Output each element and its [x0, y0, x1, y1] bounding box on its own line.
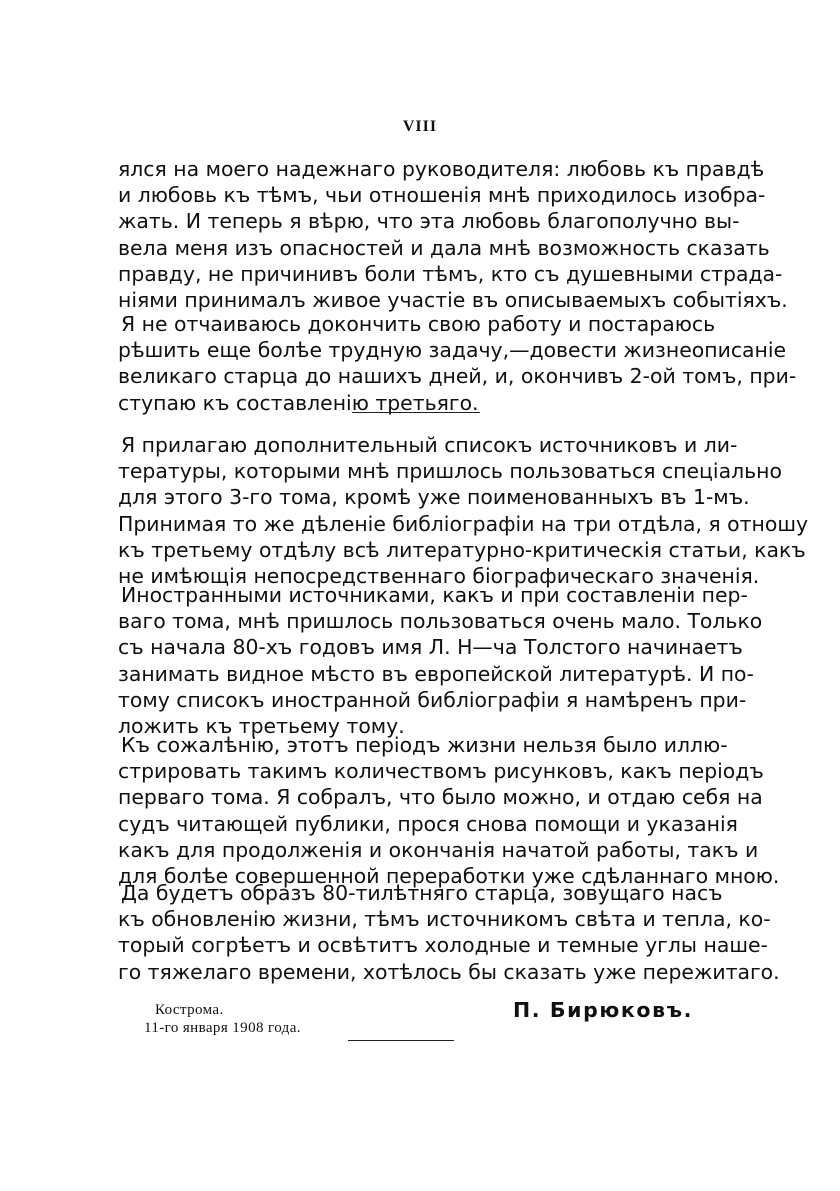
text-line: судъ читающей публики, прося снова помощи и указанія: [118, 811, 738, 836]
paragraph-1: [118, 156, 788, 313]
paragraph-5: [118, 732, 780, 889]
text-line: къ обновленію жизни, тѣмъ источникомъ свѣта и тепла, ко-: [118, 907, 771, 932]
text-line: для этого 3-го тома, кромѣ уже поименованныхъ въ 1-мъ.: [118, 485, 750, 510]
author-signature: П. Бирюковъ.: [513, 998, 694, 1022]
text-line: великаго старца до нашихъ дней, и, окончивъ 2-ой томъ, при-: [118, 364, 797, 389]
text-line: ложить къ третьему тому.: [118, 714, 405, 739]
text-line: и любовь къ тѣмъ, чьи отношенія мнѣ приходилось изобра-: [118, 183, 766, 208]
text-line: не имѣющія непосредственнаго біографическаго значенія.: [118, 564, 760, 589]
place-line: Кострома.: [155, 1002, 224, 1018]
text-line: Да будетъ образъ 80-тилѣтняго старца, зовущаго насъ: [121, 881, 723, 905]
text-line: съ начала 80-хъ годовъ имя Л. Н—ча Толстого начинаетъ: [118, 635, 743, 660]
text-line: тературы, которыми мнѣ пришлось пользоваться спеціально: [118, 459, 782, 484]
text-line: вела меня изъ опасностей и дала мнѣ возможность сказать: [118, 235, 770, 260]
text-line: рѣшить еще болѣе трудную задачу,—довести жизнеописаніе: [118, 338, 787, 363]
text-line: ваго тома, мнѣ пришлось пользоваться очень мало. Только: [118, 609, 763, 634]
text-line: торый согрѣетъ и освѣтитъ холодные и темные углы наше-: [118, 933, 768, 958]
text-line: къ третьему отдѣлу всѣ литературно-критическія статьи, какъ: [118, 537, 806, 562]
paragraph-4: [118, 582, 763, 739]
section-divider: [352, 412, 480, 413]
text-line: Я прилагаю дополнительный списокъ источниковъ и ли-: [121, 433, 738, 457]
text-line: Принимая то же дѣленіе библіографіи на три отдѣла, я отношу: [118, 511, 809, 536]
text-line: ступаю къ составленію третьяго.: [118, 390, 479, 415]
text-line: ялся на моего надежнаго руководителя: любовь къ правдѣ: [118, 157, 765, 181]
text-line: какъ для продолженія и окончанія начатой работы, такъ и: [118, 837, 759, 862]
paragraph-2: [118, 311, 797, 416]
text-line: жать. И теперь я вѣрю, что эта любовь благополучно вы-: [118, 209, 740, 234]
page-number: VIII: [402, 118, 438, 135]
closing-divider: [348, 1040, 454, 1041]
text-line: тому списокъ иностранной библіографіи я намѣренъ при-: [118, 687, 747, 712]
text-line: правду, не причинивъ боли тѣмъ, кто съ душевными страда-: [118, 261, 783, 286]
text-line: для болѣе совершенной переработки уже сдѣланнаго мною.: [118, 864, 780, 889]
text-line: занимать видное мѣсто въ европейской литературѣ. И по-: [118, 661, 754, 686]
text-line: стрировать такимъ количествомъ рисунковъ, какъ періодъ: [118, 759, 764, 784]
date-line: 11-го января 1908 года.: [144, 1020, 301, 1036]
text-line: Къ сожалѣнію, этотъ періодъ жизни нельзя было иллю-: [121, 733, 728, 757]
text-line: го тяжелаго времени, хотѣлось бы сказать уже пережитаго.: [118, 959, 780, 984]
text-line: ніями принималъ живое участіе въ описываемыхъ событіяхъ.: [118, 288, 788, 313]
text-line: перваго тома. Я собралъ, что было можно, и отдаю себя на: [118, 785, 763, 810]
text-line: Я не отчаиваюсь докончить свою работу и постараюсь: [121, 312, 716, 336]
paragraph-3: [118, 432, 809, 589]
paragraph-6: [118, 880, 780, 985]
text-line: Иностранными источниками, какъ и при составленіи пер-: [121, 583, 748, 607]
